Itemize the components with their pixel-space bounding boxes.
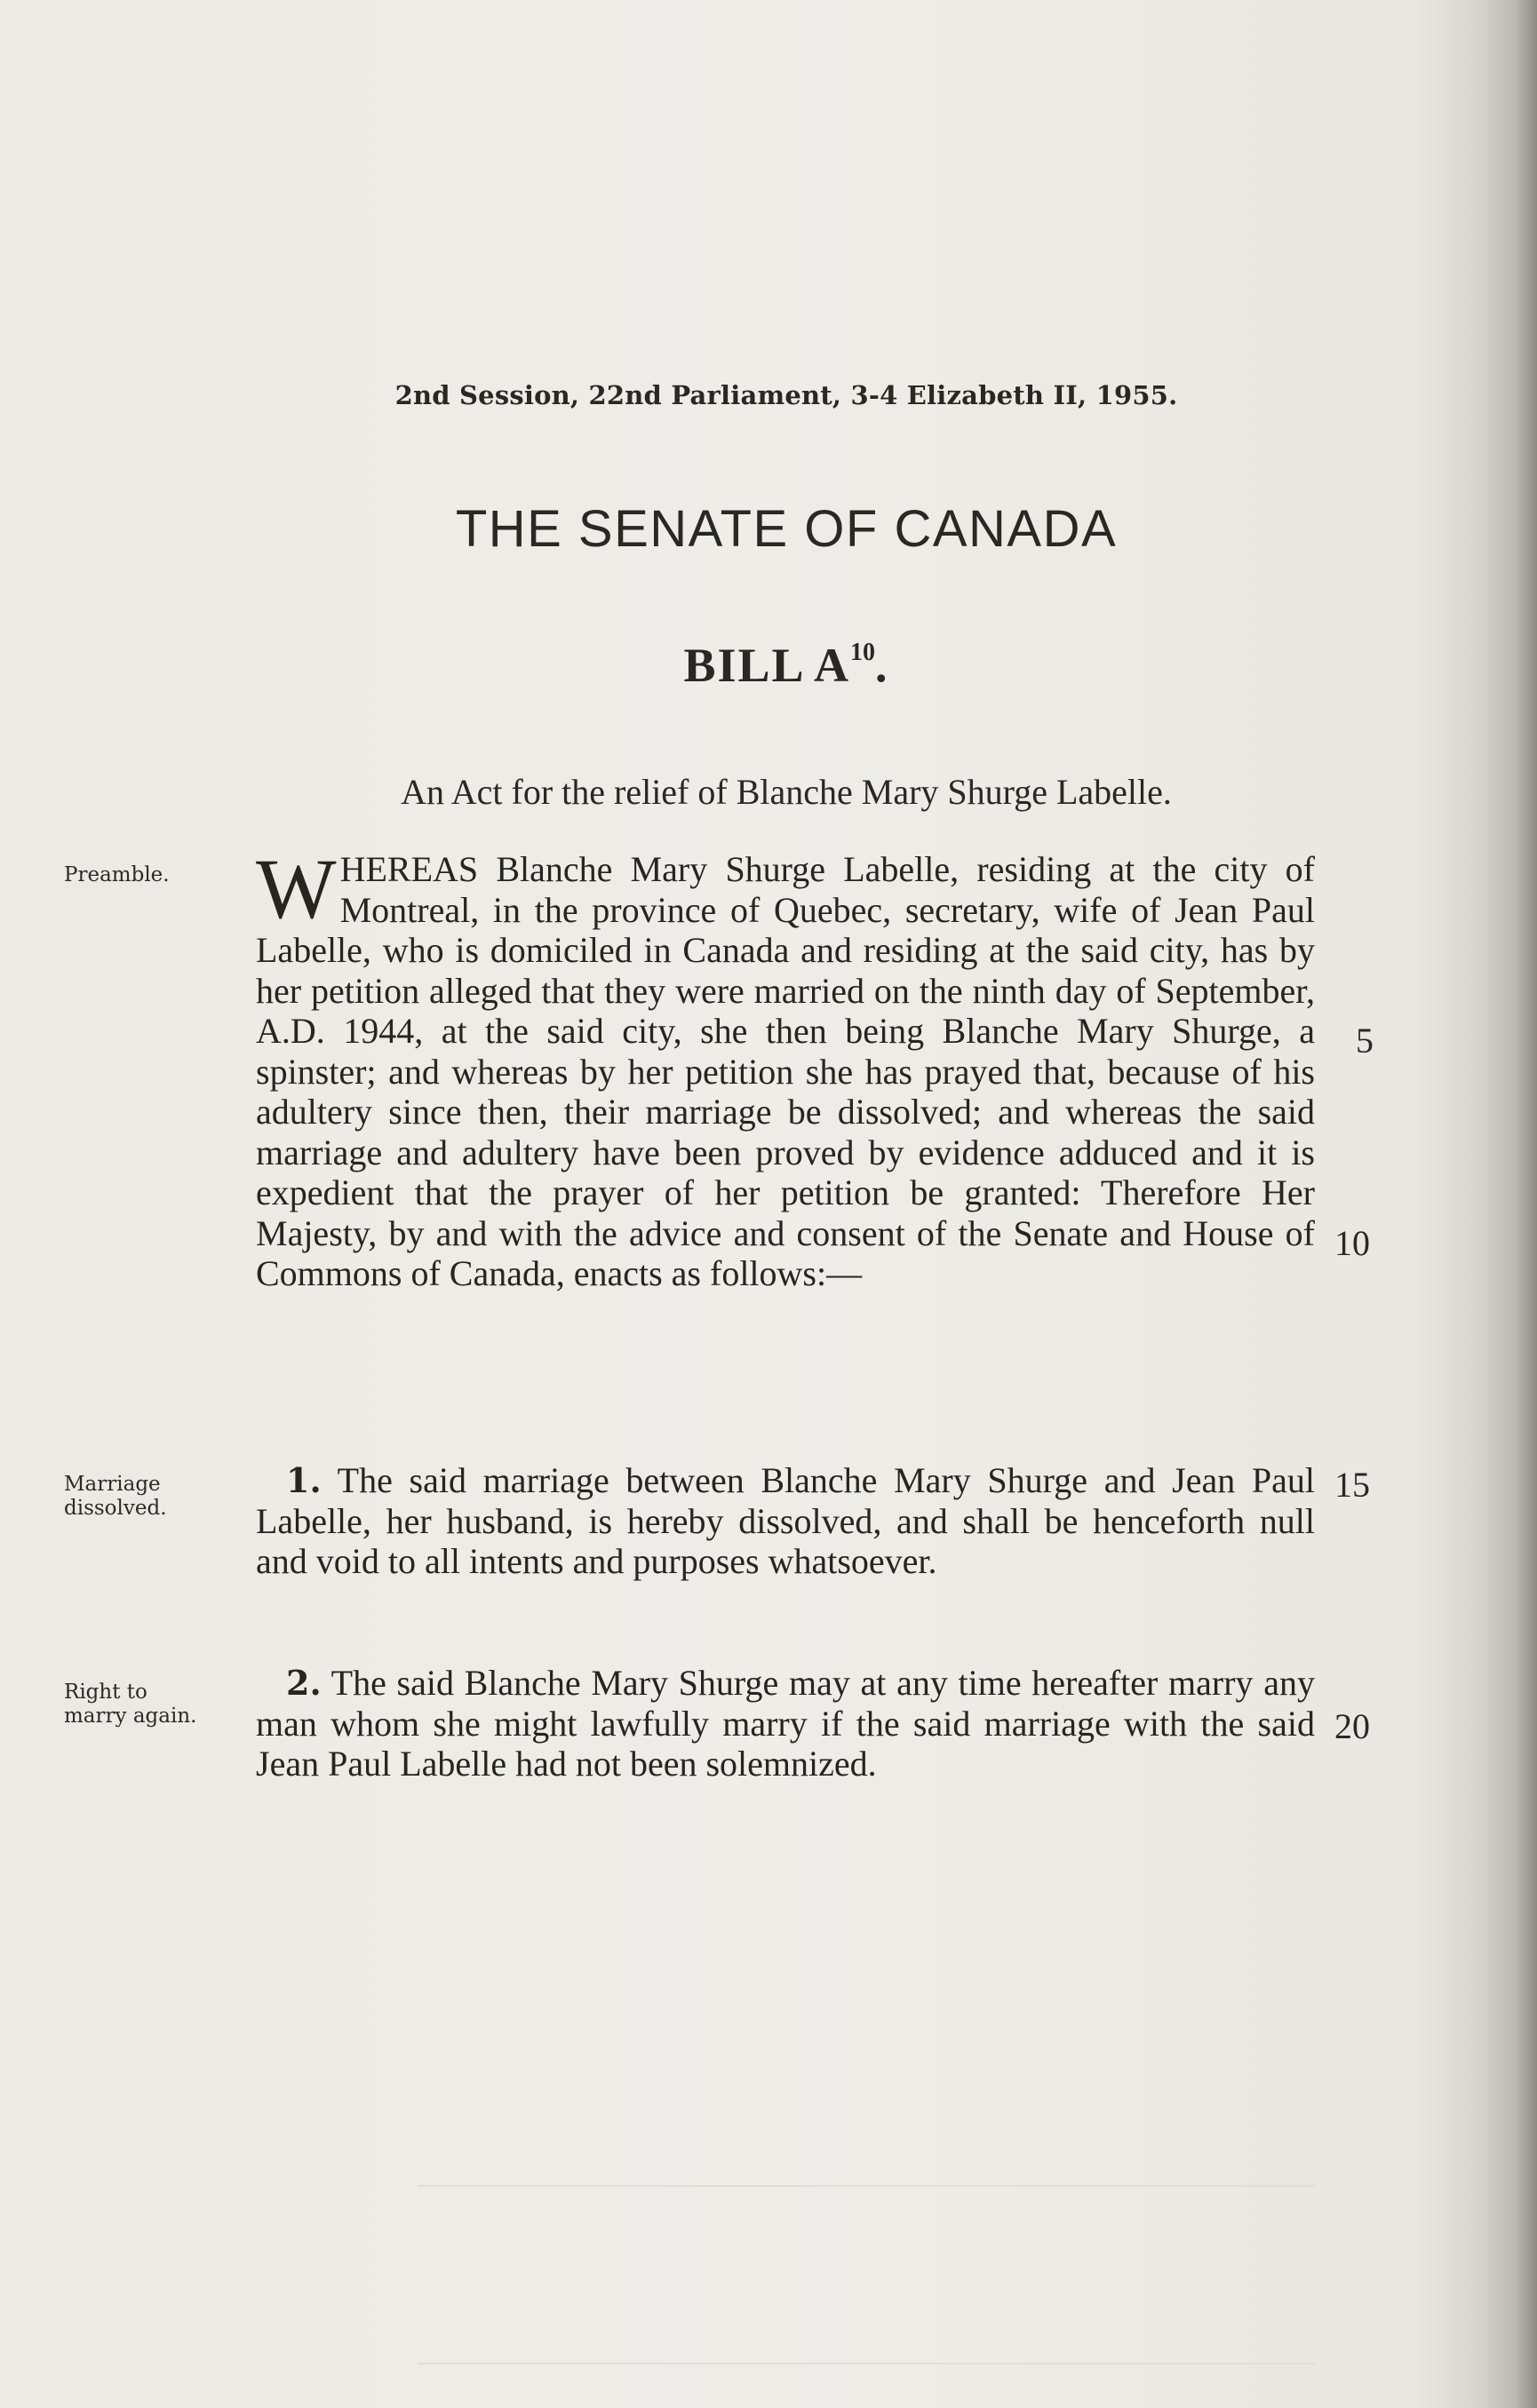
section-1-paragraph bbox=[256, 1460, 1315, 1582]
side-note-line: dissolved. bbox=[64, 1497, 167, 1520]
section-text: The said marriage between Blanche Mary Shurge and Jean Paul Labelle, her husband, is hereby dissolved, and shall be henceforth null and void to all intents and purposes whatsoever. bbox=[256, 1460, 1316, 1581]
preamble-side-note: Preamble. bbox=[64, 863, 170, 886]
preamble-paragraph bbox=[256, 841, 1315, 1294]
side-note-line: marry again. bbox=[64, 1705, 197, 1728]
section-number: 2. bbox=[286, 1663, 322, 1703]
act-title: An Act for the relief of Blanche Mary Shurge Labelle. bbox=[401, 772, 1172, 812]
bill-period: . bbox=[875, 639, 889, 692]
side-note-line: Right to bbox=[64, 1681, 147, 1704]
section-number: 1. bbox=[286, 1460, 322, 1500]
show-through-rule bbox=[418, 2363, 1315, 2364]
side-note-line: Marriage bbox=[64, 1473, 161, 1496]
section-2-side-note bbox=[64, 1681, 242, 1729]
section-1-side-note bbox=[64, 1473, 242, 1521]
bill-label: BILL A bbox=[683, 639, 851, 692]
dropcap-letter: W bbox=[256, 841, 337, 936]
section-text: The said Blanche Mary Shurge may at any time hereafter marry any man whom she might lawfully marry if the said marriage with the said Jean Paul Labelle had not been solemnized. bbox=[256, 1663, 1315, 1784]
bill-superscript: 10 bbox=[850, 639, 876, 666]
section-2-paragraph bbox=[256, 1663, 1315, 1784]
show-through-rule bbox=[418, 2185, 1315, 2187]
line-number: 15 bbox=[1334, 1465, 1370, 1505]
line-number: 5 bbox=[1356, 1021, 1374, 1061]
session-line: 2nd Session, 22nd Parliament, 3-4 Elizabeth II, 1955. bbox=[394, 380, 1178, 410]
show-through-text bbox=[960, 203, 968, 234]
preamble-text: HEREAS Blanche Mary Shurge Labelle, residing at the city of Montreal, in the province of Quebec, secretary, wife of Jean Paul Labelle, who is domiciled in Canada and residing at the said city, has by her petition alleged that they were married on the ninth day of September, A.D. 1944, at the said city, she then being Blanche Mary Shurge, a spinster; and whereas by her petition she has prayed that, because of his adultery since then, their marriage be dissolved; and whereas the said marriage and adultery have been proved by evidence adduced and it is expedient that the prayer of her petition be granted: Therefore Her Majesty, by and with the advice and consent of the Senate and House of Commons of Canada, enacts as follows:— bbox=[256, 849, 1315, 1293]
line-number: 10 bbox=[1334, 1223, 1370, 1263]
bill-number bbox=[0, 638, 1537, 693]
show-through-text bbox=[1022, 444, 1038, 502]
chamber-heading: THE SENATE OF CANADA bbox=[455, 500, 1118, 558]
line-number: 20 bbox=[1334, 1706, 1370, 1746]
